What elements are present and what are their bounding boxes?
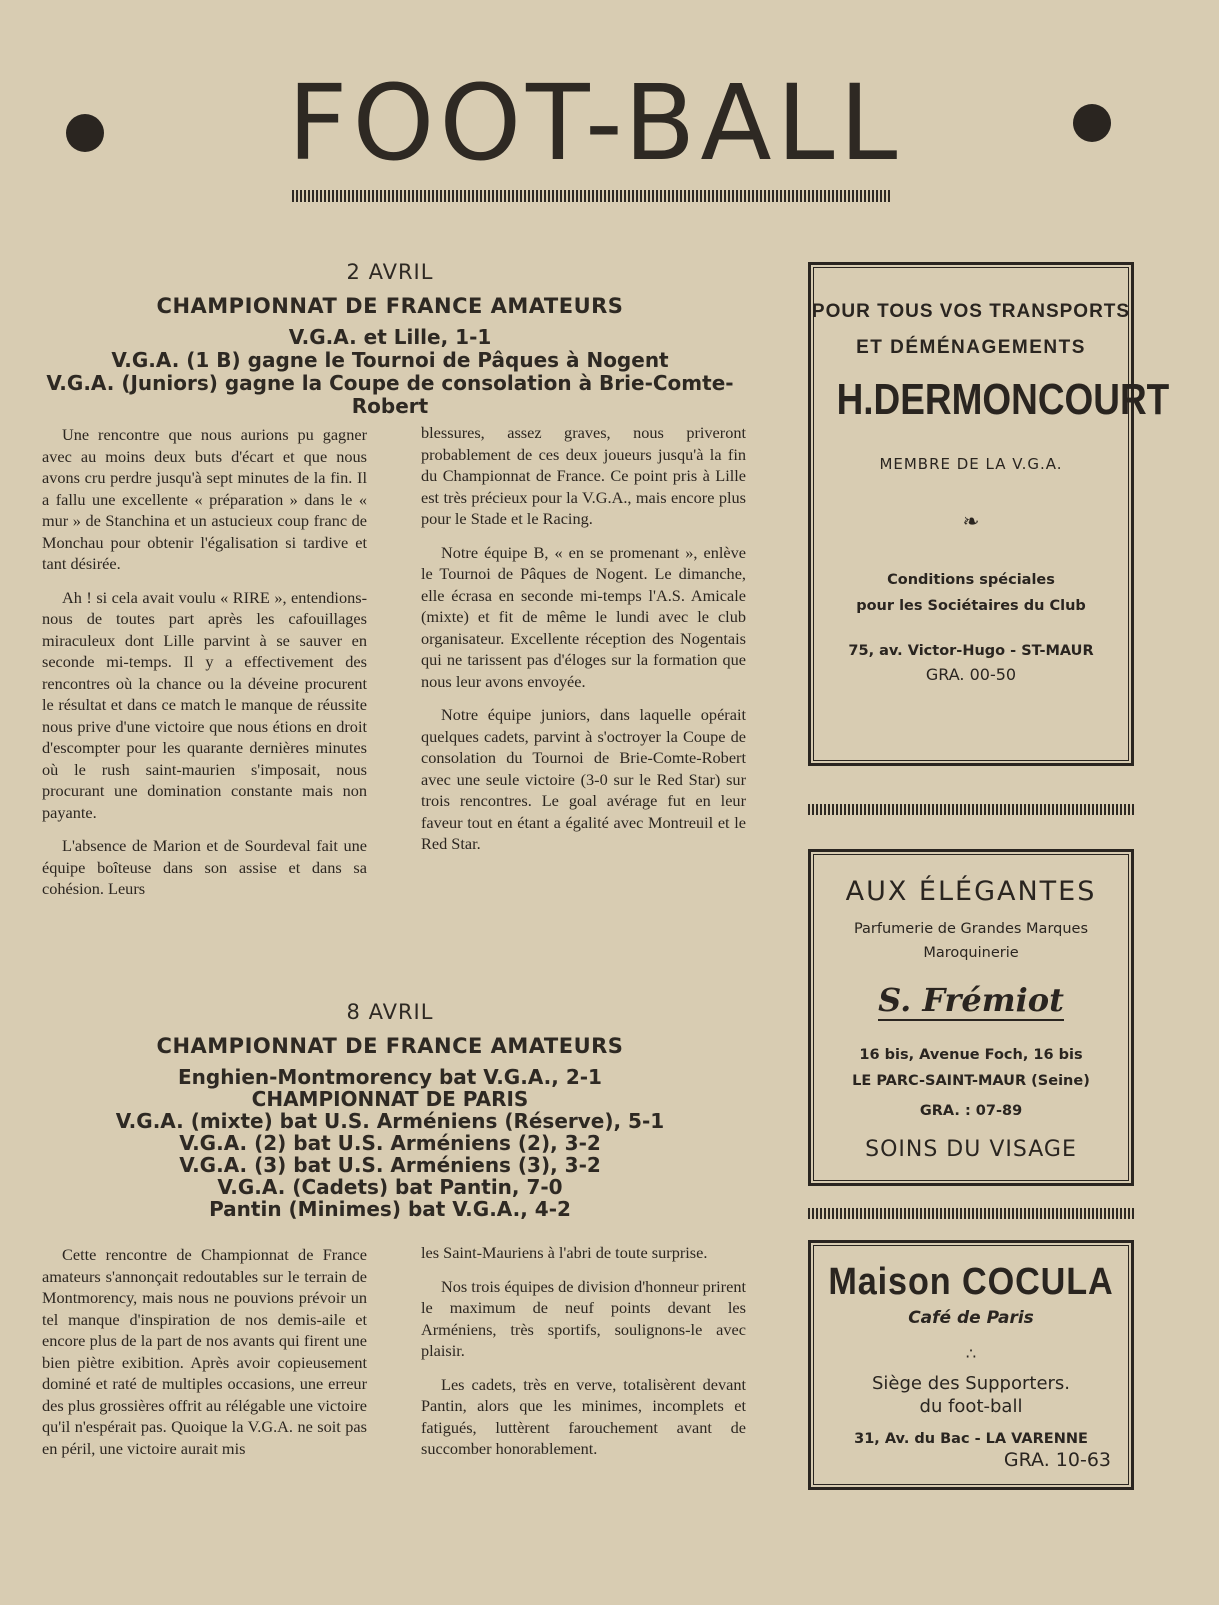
trefoil-ornament-icon: ∴ — [965, 1344, 977, 1363]
ad-maison-cocula — [808, 1240, 1134, 1490]
paragraph: Ah ! si cela avait voulu « RIRE », entendions-nous de toutes part après les cafouillages miraculeux dont Lille parvint à se sauver en seconde mi-temps. Il y a effectivement des rencontres où la chance ou la déveine procurent le résultat et dans ce match le manque de réussite nous prive d'une victoire que nous étions en droit d'escompter pour les quarante dernières minutes où le rush saint-maurien s'imposait, nous procurant une domination constante mais non payante. — [42, 587, 367, 822]
championship-title: CHAMPIONNAT DE FRANCE AMATEURS — [156, 294, 624, 318]
ad-address: 75, av. Victor-Hugo - ST-MAUR — [848, 643, 1094, 659]
ad-tagline: Café de Paris — [908, 1308, 1034, 1328]
section-april-8-heading — [40, 1000, 740, 1220]
section-date: 8 AVRIL — [346, 1000, 434, 1024]
result-line: V.G.A. et Lille, 1-1 — [288, 325, 492, 349]
ad-tagline: Maroquinerie — [923, 945, 1019, 961]
section-april-2-heading — [40, 260, 740, 418]
result-line: V.G.A. (Cadets) bat Pantin, 7-0 — [217, 1175, 563, 1199]
ad-business-name: Maison COCULA — [828, 1261, 1114, 1303]
ad-headline: ET DÉMÉNAGEMENTS — [856, 337, 1086, 358]
article-column — [421, 422, 746, 867]
ad-aux-elegantes — [808, 849, 1134, 1186]
fleuron-ornament-icon: ❧ — [962, 509, 980, 533]
ad-phone: GRA. 10-63 — [1003, 1449, 1111, 1471]
result-line: V.G.A. (2) bat U.S. Arméniens (2), 3-2 — [179, 1131, 601, 1155]
section-date: 2 AVRIL — [346, 260, 434, 284]
ad-business-name: AUX ÉLÉGANTES — [845, 876, 1097, 907]
result-line: Enghien-Montmorency bat V.G.A., 2-1 — [178, 1065, 602, 1089]
result-line: V.G.A. (3) bat U.S. Arméniens (3), 3-2 — [179, 1153, 601, 1177]
divider-rule — [808, 1208, 1134, 1219]
article-column — [421, 1242, 746, 1472]
paragraph: L'absence de Marion et de Sourdeval fait une équipe boîteuse dans son assise et dans sa cohésion. Leurs — [42, 836, 367, 898]
result-line: Pantin (Minimes) bat V.G.A., 4-2 — [209, 1197, 571, 1221]
ad-headline: POUR TOUS VOS TRANSPORTS — [811, 301, 1131, 322]
article-column — [42, 424, 367, 912]
paragraph: Cette rencontre de Championnat de France amateurs s'annonçait redoutables sur le terrain de Montmorency, mais nous ne pouvions prévoir un tel manque d'inspiration de nos demis-aile et encore plus de la part de nos avants qui firent une bien piètre exibition. Après avoir copieusement dominé et raté de multiples occasions, une erreur des plus grossières offrit au rélégable une victoire qu'il n'espérait pas. Quoique la V.G.A. ne soit pas en péril, une victoire aurait mis — [42, 1245, 367, 1458]
ad-conditions-line: pour les Sociétaires du Club — [856, 598, 1086, 614]
result-line: V.G.A. (Juniors) gagne la Coupe de consolation à Brie-Comte-Robert — [46, 371, 734, 418]
championship-title: CHAMPIONNAT DE FRANCE AMATEURS — [156, 1034, 624, 1058]
title-underline-rule — [292, 190, 892, 202]
ad-conditions-line: Conditions spéciales — [887, 572, 1055, 588]
ad-conditions — [811, 567, 1131, 619]
result-line: CHAMPIONNAT DE PARIS — [251, 1087, 529, 1111]
ad-address: LE PARC-SAINT-MAUR (Seine) — [852, 1073, 1090, 1089]
result-line: V.G.A. (mixte) bat U.S. Arméniens (Réserve), 5-1 — [115, 1109, 665, 1133]
ad-phone: GRA. 00-50 — [925, 665, 1017, 684]
paragraph: Notre équipe B, « en se promenant », enlève le Tournoi de Pâques de Nogent. Le dimanche, elle écrasa en seconde mi-temps l'A.S. Amicale (mixte) et fit de même le lundi avec le club organisateur. Excellente réception des Nogentais qui ne tarissent pas d'éloges sur la formation que nous leur avons envoyée. — [421, 542, 746, 691]
ad-dermoncourt — [808, 262, 1170, 766]
ad-business-name: H.DERMONCOURT — [836, 375, 1170, 424]
page-title: FOOT-BALL — [287, 62, 903, 184]
paragraph: Notre équipe juniors, dans laquelle opérait quelques cadets, parvint à s'octroyer la Coupe de consolation du Tournoi de Brie-Comte-Robert avec une seule victoire (3-0 sur le Red Star) sur trois rencontres. Le goal avérage fut en leur faveur tout en étant a égalité avec Montreuil et le Red Star. — [421, 705, 746, 853]
ad-service: SOINS DU VISAGE — [865, 1137, 1077, 1162]
paragraph: blessures, assez graves, nous priveront probablement de ces deux joueurs jusqu'à la fin du Championnat de France. Ce point pris à Lille est très précieux pour la V.G.A., mais encore plus pour le Stade et le Racing. — [421, 423, 746, 528]
ad-owner-signature: S. Frémiot — [878, 981, 1064, 1019]
ad-tagline: Siège des Supporters. — [871, 1373, 1071, 1394]
ad-phone: GRA. : 07-89 — [919, 1103, 1023, 1119]
paragraph: Une rencontre que nous aurions pu gagner avec au moins deux buts d'écart et que nous avons cru perdre jusqu'à sept minutes de la fin. Il a fallu une excellente « préparation » dans le « mur » de Stanchina et un astucieux coup franc de Monchau pour obtenir l'égalisation si tardive et tant désirée. — [42, 425, 367, 573]
ad-membership: MEMBRE DE LA V.G.A. — [879, 455, 1063, 473]
ad-tagline: du foot-ball — [919, 1396, 1023, 1417]
result-line: V.G.A. (1 B) gagne le Tournoi de Pâques à Nogent — [111, 348, 669, 372]
paragraph: Nos trois équipes de division d'honneur prirent le maximum de neuf points devant les Arméniens, très sportifs, soulignons-le avec plaisir. — [421, 1276, 746, 1360]
paragraph: Les cadets, très en verve, totalisèrent devant Pantin, alors que les minimes, incomplets et fatigués, luttèrent farouchement avant de succomber honorablement. — [421, 1374, 746, 1458]
ad-address: 31, Av. du Bac - LA VARENNE — [854, 1431, 1088, 1447]
divider-rule — [808, 804, 1134, 815]
ad-tagline: Parfumerie de Grandes Marques — [853, 921, 1089, 937]
paragraph: les Saint-Mauriens à l'abri de toute surprise. — [421, 1243, 708, 1262]
article-column — [42, 1244, 367, 1471]
ad-address: 16 bis, Avenue Foch, 16 bis — [859, 1047, 1083, 1063]
